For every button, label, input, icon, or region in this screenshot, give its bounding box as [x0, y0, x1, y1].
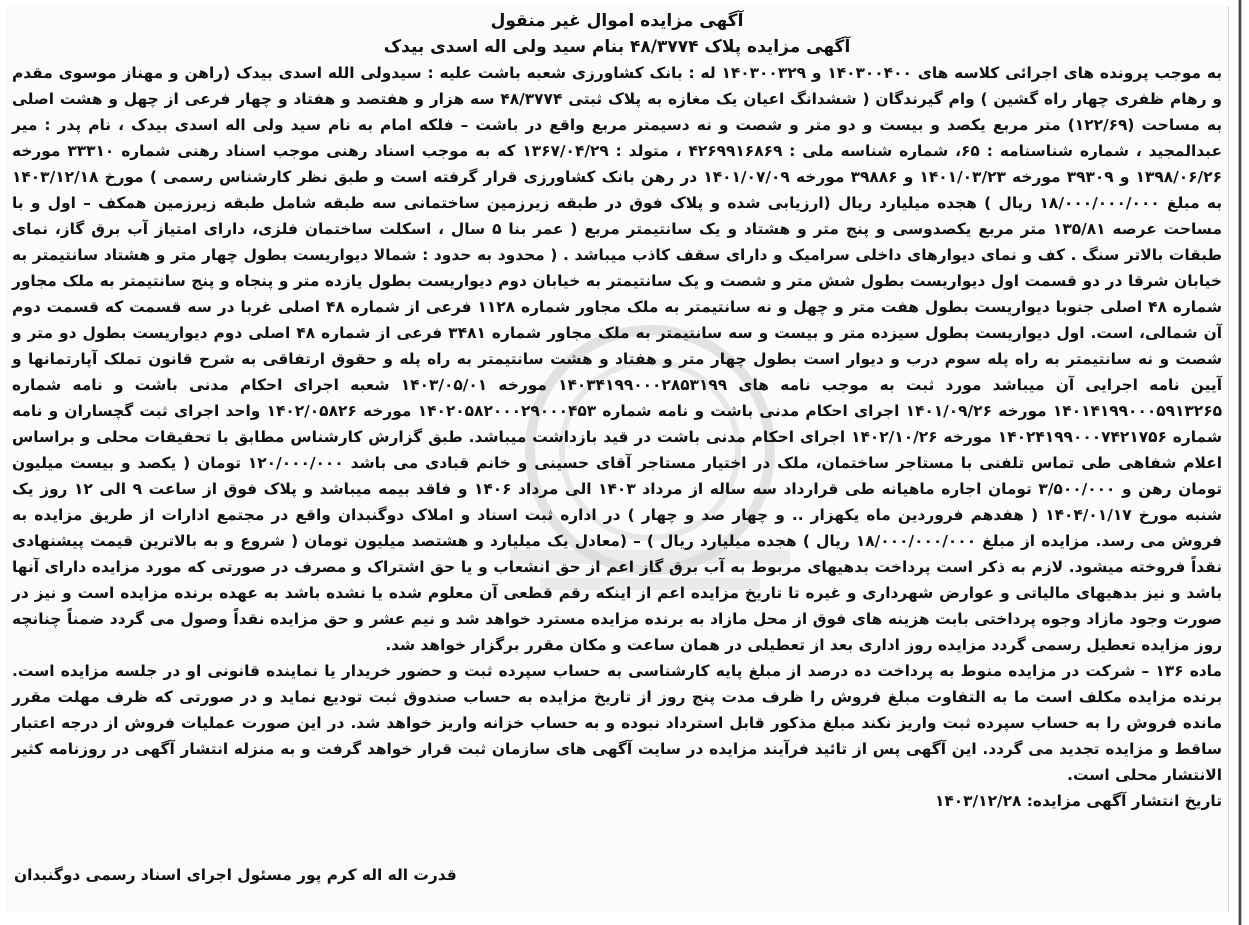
notice-subtitle: آگهی مزایده پلاک ۴۸/۳۷۷۴ بنام سید ولی اله اسدی بیدک [383, 37, 851, 57]
notice-body: به موجب پرونده های اجرائی کلاسه های ۱۴۰۳۰۰۴۰۰ و ۱۴۰۳۰۰۳۲۹ له : بانک کشاورزی شعبه باشت علیه : سیدولی الله اسدی بیدک (راهن و مهناز موسوی مقدم و رهام ظفری چهار راه گشین ) وام گیرندگان ( ششدانگ اعیان یک مغازه به پلاک ثبتی ۴۸/۳۷۷۴ سه هزار و هفتصد و هفتاد و چهار فرعی از چهل و هشت اصلی به مساحت (۱۲۲/۶۹) متر مربع یکصد و بیست و دو متر و شصت و نه دسیمتر مربع واقع در باشت – فلکه امام به نام سید ولی اله اسدی بیدک ، نام پدر : میر عبدالمجید ، شماره شناسنامه : ۶۵، شماره شناسه ملی : ۴۲۶۹۹۱۶۸۶۹ ، متولد : ۱۳۶۷/۰۴/۲۹ که به موجب اسناد رهنی موجب اسناد رهنی شماره ۳۳۳۱۰ مورخه ۱۳۹۸/۰۶/۲۶ و ۳۹۳۰۹ مورخه ۱۴۰۱/۰۳/۲۳ و ۳۹۸۸۶ مورخه ۱۴۰۱/۰۷/۰۹ در رهن بانک کشاورزی قرار گرفته است و طبق نظر کارشناس رسمی ) مورخ ۱۴۰۳/۱۲/۱۸ به مبلغ ۱۸/۰۰۰/۰۰۰/۰۰۰ ریال ) هجده میلیارد ریال (ارزیابی شده و پلاک فوق در طبقه زیرزمین ساختمانی سه طبقه شامل طبقه زیرزمین همکف – اول و با مساحت عرصه ۱۳۵/۸۱ متر مربع یکصدوسی و پنج متر و هشتاد و یک سانتیمتر مربع ( عمر بنا ۵ سال ، اسکلت ساختمان فلزی، دارای امتیاز آب برق گاز، نمای طبقات بالاتر سنگ . کف و نمای دیوارهای داخلی سرامیک و دارای سقف کاذب میباشد . ( محدود به حدود : شمالا دیواریست بطول چهار متر و هشتاد سانتیمتر به خیابان شرقا در دو قسمت اول دیواریست بطول شش متر و شصت و یک سانتیمتر به خیابان دوم دیواریست بطول یازده متر و پنجاه و پنج سانتیمتر به ملک مجاور شماره ۴۸ اصلی جنوبا دیواریست بطول هفت متر و چهل و نه سانتیمتر به ملک مجاور شماره ۱۱۲۸ فرعی از شماره ۴۸ اصلی غربا در سه قسمت که قسمت دوم آن شمالی، است. اول دیواریست بطول سیزده متر و بیست و سه سانتیمتر به ملک مجاور شماره ۳۴۸۱ فرعی از شماره ۴۸ اصلی دوم دیواریست بطول دو متر و شصت و نه سانتیمتر به راه پله سوم درب و دیوار است بطول چهار متر و هفتاد و هشت سانتیمتر به راه پله و حقوق ارتفاقی به شرح قانون تملک آپارتمانها و آیین نامه اجرایی آن میباشد مورد ثبت به موجب نامه های ۱۴۰۳۴۱۹۹۰۰۰۲۸۵۳۱۹۹ مورخه ۱۴۰۳/۰۵/۰۱ شعبه اجرای احکام مدنی باشت و نامه شماره ۱۴۰۱۴۱۹۹۰۰۰۵۹۱۳۲۶۵ مورخه ۱۴۰۱/۰۹/۲۶ اجرای احکام مدنی باشت و نامه شماره ۱۴۰۲۰۵۸۲۰۰۰۲۹۰۰۰۴۵۳ مورخه ۱۴۰۲/۰۵۸۲۶ واحد اجرای ثبت گچساران و نامه شماره ۱۴۰۲۴۱۹۹۰۰۰۷۴۲۱۷۵۶ مورخه ۱۴۰۲/۱۰/۲۶ اجرای احکام مدنی باشت در قید بازداشت میباشد. طبق گزارش کارشناس مطابق با تحقیقات محلی و براساس اعلام شفاهی طی تماس تلفنی با مستاجر ساختمان، ملک در اختیار مستاجر آقای حسینی و خانم قبادی می باشد ۱۲۰/۰۰۰/۰۰۰ تومان ( یکصد و بیست میلیون تومان رهن و ۳/۵۰۰/۰۰۰ تومان اجاره ماهیانه طی قرارداد سه ساله از مرداد ۱۴۰۳ الی مرداد ۱۴۰۶ و فاقد بیمه میباشد و پلاک فوق از ساعت ۹ الی ۱۲ روز یک شنبه مورخ ۱۴۰۴/۰۱/۱۷ ( هفدهم فروردین ماه یکهزار .. و چهار صد و چهار ) در اداره ثبت اسناد و املاک دوگنبدان واقع در مجتمع ادارات از طریق مزایده به فروش می رسد. مزایده از مبلغ ۱۸/۰۰۰/۰۰۰/۰۰۰ ریال ) هجده میلیارد ریال ) – (معادل یک میلیارد و هشتصد میلیون تومان ( شروع و به بالاترین قیمت پیشنهادی نقداً فروخته میشود. لازم به ذکر است پرداخت بدهیهای مربوط به آب برق گاز اعم از حق انشعاب و یا حق اشتراک و مصرف در صورتی که مورد مزایده دارای آنها باشد و نیز بدهیهای مالیاتی و عوارض شهرداری و غیره تا تاریخ مزایده اعم از اینکه رقم قطعی آن معلوم شده یا نشده باشد به عهده برنده مزایده است و نیز در صورت وجود مازاد وجوه پرداختی بابت هزینه های فوق از محل مازاد به برنده مزایده مسترد خواهد شد و نیم عشر و حق مزایده نقداً وصول می گردد ضمناً چنانچه روز مزایده تعطیل رسمی گردد مزایده روز اداری بعد از تعطیلی در همان ساعت و مکان مقرر برگزار خواهد شد. [12, 64, 1223, 654]
notice-article: ماده ۱۳۶ – شرکت در مزایده منوط به پرداخت ده درصد از مبلغ پایه کارشناسی به حساب سپرده ثبت و حضور خریدار یا نماینده قانونی او در جلسه مزایده است. برنده مزایده مکلف است ما به التفاوت مبلغ فروش را ظرف مدت پنج روز از تاریخ مزایده به حساب صندوق ثبت تودیع نماید و در صورتی که ظرف مهلت مقرر مانده فروش را به حساب سپرده ثبت واریز نکند مبلغ مذکور قابل استرداد نبوده و به حساب خزانه واریز خواهد شد. در این صورت عملیات فروش از درجه اعتبار ساقط و مزایده تجدید می گردد. این آگهی پس از تائید فرآیند مزایده در سایت آگهی های سازمان ثبت قرار خواهد گرفت و به منزله انتشار آگهی در روزنامه کثیر الانتشار محلی است. [12, 662, 1222, 784]
publish-date: تاریخ انتشار آگهی مزایده: ۱۴۰۳/۱۲/۲۸ [934, 792, 1222, 810]
auction-notice [12, 8, 1222, 814]
signature-line: قدرت اله اله کرم پور مسئول اجرای اسناد رسمی دوگنبدان [14, 866, 457, 884]
page-edge-shadow [1238, 0, 1242, 925]
notice-title: آگهی مزایده اموال غیر منقول [490, 11, 744, 31]
